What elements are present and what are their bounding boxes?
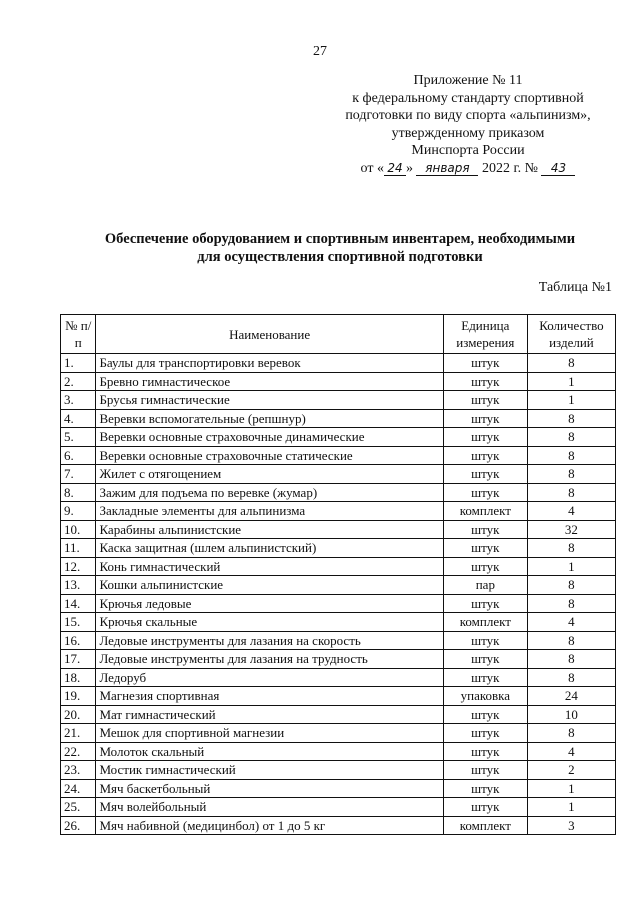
row-number: 11. bbox=[61, 539, 96, 558]
row-quantity: 8 bbox=[527, 354, 615, 373]
row-name: Мостик гимнастический bbox=[96, 761, 443, 780]
row-quantity: 1 bbox=[527, 372, 615, 391]
row-quantity: 4 bbox=[527, 613, 615, 632]
row-number: 22. bbox=[61, 742, 96, 761]
row-unit: комплект bbox=[443, 613, 527, 632]
table-row bbox=[61, 613, 616, 632]
row-quantity: 8 bbox=[527, 539, 615, 558]
table-row bbox=[61, 798, 616, 817]
title-line: Обеспечение оборудованием и спортивным инвентарем, необходимыми bbox=[104, 231, 576, 247]
row-unit: штук bbox=[443, 354, 527, 373]
table-row bbox=[61, 372, 616, 391]
row-unit: штук bbox=[443, 446, 527, 465]
row-name: Мяч набивной (медицинбол) от 1 до 5 кг bbox=[96, 816, 443, 835]
table-row bbox=[61, 409, 616, 428]
title-line: для осуществления спортивной подготовки bbox=[197, 249, 483, 265]
handwritten-day: 24 bbox=[384, 161, 406, 176]
row-number: 21. bbox=[61, 724, 96, 743]
row-name: Крючья скальные bbox=[96, 613, 443, 632]
row-number: 25. bbox=[61, 798, 96, 817]
header-num: № п/п bbox=[61, 315, 96, 354]
row-number: 9. bbox=[61, 502, 96, 521]
row-quantity: 24 bbox=[527, 687, 615, 706]
row-number: 23. bbox=[61, 761, 96, 780]
row-quantity: 1 bbox=[527, 391, 615, 410]
annex-date-line bbox=[330, 160, 606, 178]
row-number: 6. bbox=[61, 446, 96, 465]
annex-line: подготовки по виду спорта «альпинизм», bbox=[345, 108, 591, 123]
row-name: Жилет с отягощением bbox=[96, 465, 443, 484]
row-quantity: 1 bbox=[527, 798, 615, 817]
row-quantity: 8 bbox=[527, 724, 615, 743]
row-quantity: 8 bbox=[527, 631, 615, 650]
table-row bbox=[61, 520, 616, 539]
table-row bbox=[61, 705, 616, 724]
row-quantity: 1 bbox=[527, 557, 615, 576]
row-quantity: 8 bbox=[527, 428, 615, 447]
row-unit: штук bbox=[443, 539, 527, 558]
row-name: Мат гимнастический bbox=[96, 705, 443, 724]
table-row bbox=[61, 502, 616, 521]
row-quantity: 8 bbox=[527, 483, 615, 502]
table-row bbox=[61, 724, 616, 743]
table-row bbox=[61, 779, 616, 798]
row-name: Ледовые инструменты для лазания на трудность bbox=[96, 650, 443, 669]
row-quantity: 8 bbox=[527, 576, 615, 595]
row-name: Молоток скальный bbox=[96, 742, 443, 761]
header-qty: Количество изделий bbox=[527, 315, 615, 354]
row-quantity: 8 bbox=[527, 409, 615, 428]
row-name: Карабины альпинистские bbox=[96, 520, 443, 539]
page-number: 27 bbox=[313, 44, 327, 59]
row-unit: комплект bbox=[443, 502, 527, 521]
header-unit: Единица измерения bbox=[443, 315, 527, 354]
handwritten-month: января bbox=[416, 161, 478, 176]
row-number: 4. bbox=[61, 409, 96, 428]
date-prefix: от « bbox=[360, 160, 384, 176]
row-unit: пар bbox=[443, 576, 527, 595]
row-number: 2. bbox=[61, 372, 96, 391]
row-unit: штук bbox=[443, 520, 527, 539]
row-unit: штук bbox=[443, 594, 527, 613]
row-name: Ледовые инструменты для лазания на скорость bbox=[96, 631, 443, 650]
row-quantity: 4 bbox=[527, 742, 615, 761]
document-title bbox=[60, 230, 620, 266]
date-year: 2022 г. № bbox=[481, 160, 538, 176]
table-row bbox=[61, 594, 616, 613]
table-row bbox=[61, 816, 616, 835]
row-unit: штук bbox=[443, 761, 527, 780]
row-number: 12. bbox=[61, 557, 96, 576]
table-row bbox=[61, 391, 616, 410]
row-unit: штук bbox=[443, 742, 527, 761]
table-row bbox=[61, 446, 616, 465]
row-name: Мешок для спортивной магнезии bbox=[96, 724, 443, 743]
table-row bbox=[61, 631, 616, 650]
row-number: 26. bbox=[61, 816, 96, 835]
annex-line: Приложение № 11 bbox=[413, 73, 523, 88]
row-quantity: 8 bbox=[527, 594, 615, 613]
row-number: 17. bbox=[61, 650, 96, 669]
row-number: 15. bbox=[61, 613, 96, 632]
row-quantity: 4 bbox=[527, 502, 615, 521]
table-row bbox=[61, 576, 616, 595]
row-number: 19. bbox=[61, 687, 96, 706]
date-mid: » bbox=[405, 160, 413, 176]
row-quantity: 2 bbox=[527, 761, 615, 780]
row-quantity: 1 bbox=[527, 779, 615, 798]
row-name: Конь гимнастический bbox=[96, 557, 443, 576]
table-header-row bbox=[61, 315, 616, 354]
annex-line: Минспорта России bbox=[411, 143, 525, 158]
row-name: Зажим для подъема по веревке (жумар) bbox=[96, 483, 443, 502]
header-name: Наименование bbox=[96, 315, 443, 354]
table-row bbox=[61, 465, 616, 484]
table-label: Таблица №1 bbox=[538, 280, 612, 295]
row-number: 3. bbox=[61, 391, 96, 410]
table-row bbox=[61, 761, 616, 780]
row-number: 16. bbox=[61, 631, 96, 650]
table-row bbox=[61, 650, 616, 669]
row-quantity: 32 bbox=[527, 520, 615, 539]
row-name: Бревно гимнастическое bbox=[96, 372, 443, 391]
row-number: 13. bbox=[61, 576, 96, 595]
table-body bbox=[61, 354, 616, 835]
row-number: 5. bbox=[61, 428, 96, 447]
annex-header bbox=[330, 72, 606, 177]
row-name: Закладные элементы для альпинизма bbox=[96, 502, 443, 521]
row-unit: штук bbox=[443, 631, 527, 650]
row-name: Веревки вспомогательные (репшнур) bbox=[96, 409, 443, 428]
row-quantity: 8 bbox=[527, 446, 615, 465]
row-number: 14. bbox=[61, 594, 96, 613]
row-quantity: 8 bbox=[527, 650, 615, 669]
row-number: 20. bbox=[61, 705, 96, 724]
row-number: 7. bbox=[61, 465, 96, 484]
row-unit: штук bbox=[443, 428, 527, 447]
annex-line: утвержденному приказом bbox=[391, 125, 545, 141]
row-name: Кошки альпинистские bbox=[96, 576, 443, 595]
row-unit: штук bbox=[443, 668, 527, 687]
table-row bbox=[61, 354, 616, 373]
row-number: 10. bbox=[61, 520, 96, 539]
table-row bbox=[61, 428, 616, 447]
row-name: Веревки основные страховочные динамические bbox=[96, 428, 443, 447]
table-row bbox=[61, 539, 616, 558]
row-quantity: 3 bbox=[527, 816, 615, 835]
table-row bbox=[61, 483, 616, 502]
row-unit: штук bbox=[443, 798, 527, 817]
row-number: 8. bbox=[61, 483, 96, 502]
row-unit: штук bbox=[443, 650, 527, 669]
row-name: Баулы для транспортировки веревок bbox=[96, 354, 443, 373]
table-row bbox=[61, 668, 616, 687]
row-number: 18. bbox=[61, 668, 96, 687]
row-unit: штук bbox=[443, 557, 527, 576]
row-unit: штук bbox=[443, 483, 527, 502]
equipment-table bbox=[60, 314, 616, 835]
row-unit: комплект bbox=[443, 816, 527, 835]
table-row bbox=[61, 742, 616, 761]
row-name: Магнезия спортивная bbox=[96, 687, 443, 706]
row-unit: штук bbox=[443, 779, 527, 798]
row-unit: штук bbox=[443, 409, 527, 428]
row-name: Мяч волейбольный bbox=[96, 798, 443, 817]
row-name: Каска защитная (шлем альпинистский) bbox=[96, 539, 443, 558]
row-name: Крючья ледовые bbox=[96, 594, 443, 613]
row-name: Мяч баскетбольный bbox=[96, 779, 443, 798]
row-unit: штук bbox=[443, 372, 527, 391]
row-quantity: 10 bbox=[527, 705, 615, 724]
row-quantity: 8 bbox=[527, 465, 615, 484]
annex-line: к федеральному стандарту спортивной bbox=[352, 90, 584, 106]
row-name: Ледоруб bbox=[96, 668, 443, 687]
table-row bbox=[61, 557, 616, 576]
handwritten-order-number: 43 bbox=[541, 161, 575, 176]
row-number: 1. bbox=[61, 354, 96, 373]
row-unit: штук bbox=[443, 724, 527, 743]
row-quantity: 8 bbox=[527, 668, 615, 687]
table-row bbox=[61, 687, 616, 706]
row-name: Брусья гимнастические bbox=[96, 391, 443, 410]
row-number: 24. bbox=[61, 779, 96, 798]
row-unit: штук bbox=[443, 465, 527, 484]
row-unit: штук bbox=[443, 391, 527, 410]
row-unit: упаковка bbox=[443, 687, 527, 706]
row-unit: штук bbox=[443, 705, 527, 724]
row-name: Веревки основные страховочные статические bbox=[96, 446, 443, 465]
